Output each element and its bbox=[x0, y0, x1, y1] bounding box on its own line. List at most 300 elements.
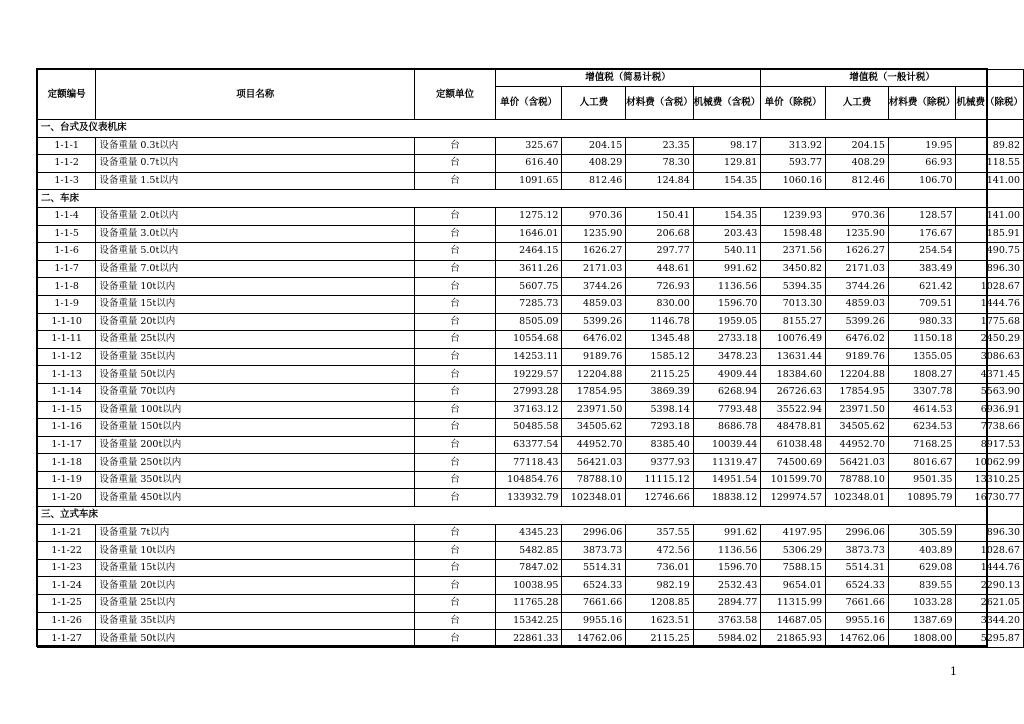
row-unit: 台 bbox=[415, 348, 496, 366]
section-title: 一、台式及仪表机床 bbox=[38, 120, 1024, 138]
table-row bbox=[38, 630, 1024, 648]
row-g-machine: 896.30 bbox=[956, 524, 1024, 542]
row-name: 设备重量 50t以内 bbox=[96, 630, 415, 648]
row-code: 1-1-13 bbox=[38, 366, 96, 384]
row-g-labor: 3873.73 bbox=[826, 542, 889, 560]
row-code: 1-1-23 bbox=[38, 559, 96, 577]
row-s-material: 982.19 bbox=[626, 577, 694, 595]
row-g-labor: 970.36 bbox=[826, 207, 889, 225]
row-s-price: 133932.79 bbox=[495, 489, 562, 507]
header-s-price: 单价（含税） bbox=[495, 87, 562, 120]
row-name: 设备重量 2.0t以内 bbox=[96, 207, 415, 225]
row-unit: 台 bbox=[415, 471, 496, 489]
row-g-machine: 89.82 bbox=[956, 137, 1024, 155]
header-s-material: 材料费（含税） bbox=[626, 87, 694, 120]
row-unit: 台 bbox=[415, 278, 496, 296]
row-s-labor: 56421.03 bbox=[562, 454, 626, 472]
row-name: 设备重量 7t以内 bbox=[96, 524, 415, 542]
row-s-labor: 9955.16 bbox=[562, 612, 626, 630]
row-s-labor: 17854.95 bbox=[562, 383, 626, 401]
section-row bbox=[38, 190, 1024, 208]
row-name: 设备重量 250t以内 bbox=[96, 454, 415, 472]
row-g-price: 18384.60 bbox=[761, 366, 826, 384]
row-g-material: 9501.35 bbox=[888, 471, 956, 489]
row-code: 1-1-5 bbox=[38, 225, 96, 243]
row-s-machine: 3478.23 bbox=[693, 348, 761, 366]
row-s-labor: 408.29 bbox=[562, 155, 626, 173]
row-s-labor: 6476.02 bbox=[562, 331, 626, 349]
header-s-machine: 机械费（含税） bbox=[693, 87, 761, 120]
row-s-material: 726.93 bbox=[626, 278, 694, 296]
row-code: 1-1-9 bbox=[38, 295, 96, 313]
row-unit: 台 bbox=[415, 137, 496, 155]
row-g-price: 48478.81 bbox=[761, 419, 826, 437]
row-unit: 台 bbox=[415, 331, 496, 349]
row-s-material: 3869.39 bbox=[626, 383, 694, 401]
row-g-machine: 1444.76 bbox=[956, 295, 1024, 313]
row-unit: 台 bbox=[415, 577, 496, 595]
row-g-machine: 1775.68 bbox=[956, 313, 1024, 331]
row-s-machine: 1136.56 bbox=[693, 278, 761, 296]
row-s-machine: 5984.02 bbox=[693, 630, 761, 648]
row-s-material: 830.00 bbox=[626, 295, 694, 313]
row-code: 1-1-3 bbox=[38, 172, 96, 190]
row-name: 设备重量 50t以内 bbox=[96, 366, 415, 384]
row-s-machine: 98.17 bbox=[693, 137, 761, 155]
row-g-price: 61038.48 bbox=[761, 436, 826, 454]
row-code: 1-1-17 bbox=[38, 436, 96, 454]
row-unit: 台 bbox=[415, 225, 496, 243]
row-s-price: 19229.57 bbox=[495, 366, 562, 384]
table-header bbox=[38, 70, 1024, 120]
table-row bbox=[38, 436, 1024, 454]
row-name: 设备重量 25t以内 bbox=[96, 595, 415, 613]
row-s-material: 2115.25 bbox=[626, 630, 694, 648]
quota-table bbox=[37, 69, 1024, 648]
row-name: 设备重量 20t以内 bbox=[96, 313, 415, 331]
table-row bbox=[38, 383, 1024, 401]
row-name: 设备重量 450t以内 bbox=[96, 489, 415, 507]
table-row bbox=[38, 295, 1024, 313]
row-g-material: 383.49 bbox=[888, 260, 956, 278]
table-row bbox=[38, 225, 1024, 243]
row-name: 设备重量 100t以内 bbox=[96, 401, 415, 419]
row-g-price: 1598.48 bbox=[761, 225, 826, 243]
row-s-material: 78.30 bbox=[626, 155, 694, 173]
row-g-material: 19.95 bbox=[888, 137, 956, 155]
row-g-material: 254.54 bbox=[888, 243, 956, 261]
row-code: 1-1-10 bbox=[38, 313, 96, 331]
row-g-labor: 5514.31 bbox=[826, 559, 889, 577]
row-s-labor: 5399.26 bbox=[562, 313, 626, 331]
row-g-price: 74500.69 bbox=[761, 454, 826, 472]
row-s-price: 14253.11 bbox=[495, 348, 562, 366]
header-name: 项目名称 bbox=[96, 70, 415, 120]
row-s-price: 4345.23 bbox=[495, 524, 562, 542]
row-unit: 台 bbox=[415, 313, 496, 331]
row-g-material: 629.08 bbox=[888, 559, 956, 577]
row-s-machine: 540.11 bbox=[693, 243, 761, 261]
row-s-price: 22861.33 bbox=[495, 630, 562, 648]
row-s-labor: 14762.06 bbox=[562, 630, 626, 648]
row-s-price: 104854.76 bbox=[495, 471, 562, 489]
row-code: 1-1-24 bbox=[38, 577, 96, 595]
row-s-material: 7293.18 bbox=[626, 419, 694, 437]
row-s-price: 2464.15 bbox=[495, 243, 562, 261]
row-code: 1-1-12 bbox=[38, 348, 96, 366]
row-s-price: 7847.02 bbox=[495, 559, 562, 577]
row-s-machine: 203.43 bbox=[693, 225, 761, 243]
row-unit: 台 bbox=[415, 260, 496, 278]
row-name: 设备重量 10t以内 bbox=[96, 278, 415, 296]
table-row bbox=[38, 137, 1024, 155]
row-name: 设备重量 350t以内 bbox=[96, 471, 415, 489]
row-g-price: 11315.99 bbox=[761, 595, 826, 613]
row-s-labor: 1235.90 bbox=[562, 225, 626, 243]
row-s-labor: 3744.26 bbox=[562, 278, 626, 296]
row-name: 设备重量 35t以内 bbox=[96, 612, 415, 630]
row-name: 设备重量 0.7t以内 bbox=[96, 155, 415, 173]
row-g-material: 839.55 bbox=[888, 577, 956, 595]
row-g-machine: 3086.63 bbox=[956, 348, 1024, 366]
row-unit: 台 bbox=[415, 383, 496, 401]
row-s-material: 8385.40 bbox=[626, 436, 694, 454]
row-name: 设备重量 200t以内 bbox=[96, 436, 415, 454]
row-s-machine: 1596.70 bbox=[693, 295, 761, 313]
row-g-material: 1150.18 bbox=[888, 331, 956, 349]
row-g-price: 8155.27 bbox=[761, 313, 826, 331]
header-unit: 定额单位 bbox=[415, 70, 496, 120]
table-row bbox=[38, 243, 1024, 261]
row-s-machine: 3763.58 bbox=[693, 612, 761, 630]
row-s-material: 12746.66 bbox=[626, 489, 694, 507]
row-name: 设备重量 70t以内 bbox=[96, 383, 415, 401]
row-g-material: 66.93 bbox=[888, 155, 956, 173]
row-s-machine: 991.62 bbox=[693, 524, 761, 542]
table-row bbox=[38, 454, 1024, 472]
section-title: 二、车床 bbox=[38, 190, 1024, 208]
table-row bbox=[38, 489, 1024, 507]
row-s-machine: 2733.18 bbox=[693, 331, 761, 349]
row-name: 设备重量 3.0t以内 bbox=[96, 225, 415, 243]
row-code: 1-1-7 bbox=[38, 260, 96, 278]
table-row bbox=[38, 559, 1024, 577]
row-unit: 台 bbox=[415, 524, 496, 542]
row-s-labor: 6524.33 bbox=[562, 577, 626, 595]
row-s-material: 472.56 bbox=[626, 542, 694, 560]
row-g-machine: 2621.05 bbox=[956, 595, 1024, 613]
row-g-labor: 9955.16 bbox=[826, 612, 889, 630]
row-s-material: 297.77 bbox=[626, 243, 694, 261]
row-s-material: 9377.93 bbox=[626, 454, 694, 472]
header-g-machine: 机械费（除税） bbox=[956, 87, 1024, 120]
row-g-material: 128.57 bbox=[888, 207, 956, 225]
table-row bbox=[38, 278, 1024, 296]
table-row bbox=[38, 313, 1024, 331]
row-g-labor: 812.46 bbox=[826, 172, 889, 190]
row-g-price: 3450.82 bbox=[761, 260, 826, 278]
table-row bbox=[38, 595, 1024, 613]
table-row bbox=[38, 260, 1024, 278]
row-code: 1-1-4 bbox=[38, 207, 96, 225]
row-s-labor: 1626.27 bbox=[562, 243, 626, 261]
row-s-machine: 129.81 bbox=[693, 155, 761, 173]
row-s-machine: 1959.05 bbox=[693, 313, 761, 331]
row-g-machine: 896.30 bbox=[956, 260, 1024, 278]
row-unit: 台 bbox=[415, 172, 496, 190]
row-name: 设备重量 15t以内 bbox=[96, 295, 415, 313]
row-g-machine: 141.00 bbox=[956, 172, 1024, 190]
row-g-labor: 204.15 bbox=[826, 137, 889, 155]
row-g-material: 1387.69 bbox=[888, 612, 956, 630]
row-g-price: 5306.29 bbox=[761, 542, 826, 560]
row-s-price: 5607.75 bbox=[495, 278, 562, 296]
row-s-labor: 102348.01 bbox=[562, 489, 626, 507]
header-g-price: 单价（除税） bbox=[761, 87, 826, 120]
row-g-price: 21865.93 bbox=[761, 630, 826, 648]
header-code: 定额编号 bbox=[38, 70, 96, 120]
table-row bbox=[38, 577, 1024, 595]
row-g-price: 10076.49 bbox=[761, 331, 826, 349]
table-row bbox=[38, 612, 1024, 630]
row-code: 1-1-26 bbox=[38, 612, 96, 630]
row-g-machine: 6936.91 bbox=[956, 401, 1024, 419]
row-g-material: 1355.05 bbox=[888, 348, 956, 366]
row-s-price: 1275.12 bbox=[495, 207, 562, 225]
row-g-labor: 6524.33 bbox=[826, 577, 889, 595]
row-g-material: 7168.25 bbox=[888, 436, 956, 454]
row-g-price: 313.92 bbox=[761, 137, 826, 155]
row-g-price: 14687.05 bbox=[761, 612, 826, 630]
row-unit: 台 bbox=[415, 366, 496, 384]
row-s-price: 1646.01 bbox=[495, 225, 562, 243]
row-code: 1-1-21 bbox=[38, 524, 96, 542]
row-g-labor: 7661.66 bbox=[826, 595, 889, 613]
table-row bbox=[38, 366, 1024, 384]
row-g-machine: 490.75 bbox=[956, 243, 1024, 261]
table-row bbox=[38, 542, 1024, 560]
row-code: 1-1-27 bbox=[38, 630, 96, 648]
row-s-machine: 8686.78 bbox=[693, 419, 761, 437]
row-g-material: 980.33 bbox=[888, 313, 956, 331]
row-s-material: 1345.48 bbox=[626, 331, 694, 349]
row-code: 1-1-8 bbox=[38, 278, 96, 296]
row-g-price: 129974.57 bbox=[761, 489, 826, 507]
row-unit: 台 bbox=[415, 595, 496, 613]
row-g-material: 106.70 bbox=[888, 172, 956, 190]
row-s-machine: 2532.43 bbox=[693, 577, 761, 595]
row-g-material: 8016.67 bbox=[888, 454, 956, 472]
row-s-material: 206.68 bbox=[626, 225, 694, 243]
row-s-price: 1091.65 bbox=[495, 172, 562, 190]
row-g-labor: 78788.10 bbox=[826, 471, 889, 489]
row-code: 1-1-14 bbox=[38, 383, 96, 401]
row-g-machine: 141.00 bbox=[956, 207, 1024, 225]
row-g-material: 621.42 bbox=[888, 278, 956, 296]
row-s-price: 325.67 bbox=[495, 137, 562, 155]
row-s-labor: 204.15 bbox=[562, 137, 626, 155]
row-name: 设备重量 35t以内 bbox=[96, 348, 415, 366]
row-g-labor: 2171.03 bbox=[826, 260, 889, 278]
row-unit: 台 bbox=[415, 207, 496, 225]
row-g-machine: 118.55 bbox=[956, 155, 1024, 173]
row-g-material: 3307.78 bbox=[888, 383, 956, 401]
row-unit: 台 bbox=[415, 155, 496, 173]
row-s-material: 448.61 bbox=[626, 260, 694, 278]
row-s-price: 10554.68 bbox=[495, 331, 562, 349]
row-g-material: 1808.00 bbox=[888, 630, 956, 648]
row-g-machine: 2450.29 bbox=[956, 331, 1024, 349]
table-row bbox=[38, 207, 1024, 225]
row-s-material: 736.01 bbox=[626, 559, 694, 577]
row-s-machine: 18838.12 bbox=[693, 489, 761, 507]
row-g-price: 593.77 bbox=[761, 155, 826, 173]
row-g-machine: 1028.67 bbox=[956, 278, 1024, 296]
row-g-machine: 4371.45 bbox=[956, 366, 1024, 384]
row-code: 1-1-25 bbox=[38, 595, 96, 613]
row-code: 1-1-16 bbox=[38, 419, 96, 437]
row-g-price: 1239.93 bbox=[761, 207, 826, 225]
row-s-material: 124.84 bbox=[626, 172, 694, 190]
row-name: 设备重量 7.0t以内 bbox=[96, 260, 415, 278]
row-s-labor: 23971.50 bbox=[562, 401, 626, 419]
header-g-labor: 人工费 bbox=[826, 87, 889, 120]
row-g-material: 403.89 bbox=[888, 542, 956, 560]
row-g-labor: 3744.26 bbox=[826, 278, 889, 296]
row-g-labor: 17854.95 bbox=[826, 383, 889, 401]
row-unit: 台 bbox=[415, 243, 496, 261]
row-g-labor: 23971.50 bbox=[826, 401, 889, 419]
row-g-material: 305.59 bbox=[888, 524, 956, 542]
row-g-price: 101599.70 bbox=[761, 471, 826, 489]
row-g-labor: 14762.06 bbox=[826, 630, 889, 648]
row-g-machine: 5563.90 bbox=[956, 383, 1024, 401]
row-s-labor: 812.46 bbox=[562, 172, 626, 190]
row-s-material: 1208.85 bbox=[626, 595, 694, 613]
row-name: 设备重量 10t以内 bbox=[96, 542, 415, 560]
row-name: 设备重量 5.0t以内 bbox=[96, 243, 415, 261]
row-g-labor: 12204.88 bbox=[826, 366, 889, 384]
row-unit: 台 bbox=[415, 489, 496, 507]
row-code: 1-1-22 bbox=[38, 542, 96, 560]
row-s-machine: 991.62 bbox=[693, 260, 761, 278]
row-s-price: 8505.09 bbox=[495, 313, 562, 331]
row-name: 设备重量 20t以内 bbox=[96, 577, 415, 595]
row-g-material: 1808.27 bbox=[888, 366, 956, 384]
row-code: 1-1-2 bbox=[38, 155, 96, 173]
table-row bbox=[38, 471, 1024, 489]
row-g-material: 4614.53 bbox=[888, 401, 956, 419]
table-row bbox=[38, 524, 1024, 542]
row-unit: 台 bbox=[415, 401, 496, 419]
row-s-machine: 7793.48 bbox=[693, 401, 761, 419]
row-name: 设备重量 1.5t以内 bbox=[96, 172, 415, 190]
row-s-price: 7285.73 bbox=[495, 295, 562, 313]
row-s-price: 5482.85 bbox=[495, 542, 562, 560]
row-s-material: 2115.25 bbox=[626, 366, 694, 384]
section-row bbox=[38, 120, 1024, 138]
row-g-labor: 34505.62 bbox=[826, 419, 889, 437]
row-s-labor: 2996.06 bbox=[562, 524, 626, 542]
row-s-labor: 5514.31 bbox=[562, 559, 626, 577]
row-s-labor: 9189.76 bbox=[562, 348, 626, 366]
header-s-labor: 人工费 bbox=[562, 87, 626, 120]
table-row bbox=[38, 172, 1024, 190]
row-s-price: 15342.25 bbox=[495, 612, 562, 630]
row-code: 1-1-19 bbox=[38, 471, 96, 489]
row-g-machine: 13310.25 bbox=[956, 471, 1024, 489]
row-g-price: 4197.95 bbox=[761, 524, 826, 542]
row-g-price: 1060.16 bbox=[761, 172, 826, 190]
row-g-labor: 4859.03 bbox=[826, 295, 889, 313]
row-unit: 台 bbox=[415, 419, 496, 437]
row-s-machine: 6268.94 bbox=[693, 383, 761, 401]
row-g-material: 709.51 bbox=[888, 295, 956, 313]
row-s-material: 1585.12 bbox=[626, 348, 694, 366]
row-g-labor: 2996.06 bbox=[826, 524, 889, 542]
page-number: 1 bbox=[950, 665, 957, 678]
row-g-labor: 1626.27 bbox=[826, 243, 889, 261]
row-s-price: 63377.54 bbox=[495, 436, 562, 454]
row-s-labor: 3873.73 bbox=[562, 542, 626, 560]
row-g-labor: 1235.90 bbox=[826, 225, 889, 243]
row-s-material: 357.55 bbox=[626, 524, 694, 542]
row-s-labor: 2171.03 bbox=[562, 260, 626, 278]
row-name: 设备重量 25t以内 bbox=[96, 331, 415, 349]
row-code: 1-1-1 bbox=[38, 137, 96, 155]
row-g-machine: 185.91 bbox=[956, 225, 1024, 243]
table-row bbox=[38, 401, 1024, 419]
row-name: 设备重量 15t以内 bbox=[96, 559, 415, 577]
row-s-labor: 7661.66 bbox=[562, 595, 626, 613]
row-s-labor: 44952.70 bbox=[562, 436, 626, 454]
row-s-material: 1623.51 bbox=[626, 612, 694, 630]
row-s-material: 150.41 bbox=[626, 207, 694, 225]
row-g-machine: 3344.20 bbox=[956, 612, 1024, 630]
row-g-price: 7588.15 bbox=[761, 559, 826, 577]
row-g-machine: 8917.53 bbox=[956, 436, 1024, 454]
row-g-labor: 44952.70 bbox=[826, 436, 889, 454]
row-g-machine: 1028.67 bbox=[956, 542, 1024, 560]
row-g-machine: 5295.87 bbox=[956, 630, 1024, 648]
row-s-material: 5398.14 bbox=[626, 401, 694, 419]
row-unit: 台 bbox=[415, 436, 496, 454]
row-code: 1-1-6 bbox=[38, 243, 96, 261]
row-s-price: 77118.43 bbox=[495, 454, 562, 472]
row-g-price: 26726.63 bbox=[761, 383, 826, 401]
row-g-material: 176.67 bbox=[888, 225, 956, 243]
row-s-machine: 154.35 bbox=[693, 207, 761, 225]
row-code: 1-1-20 bbox=[38, 489, 96, 507]
row-unit: 台 bbox=[415, 542, 496, 560]
row-s-material: 11115.12 bbox=[626, 471, 694, 489]
row-s-labor: 34505.62 bbox=[562, 419, 626, 437]
row-s-price: 616.40 bbox=[495, 155, 562, 173]
row-g-machine: 2290.13 bbox=[956, 577, 1024, 595]
row-s-machine: 2894.77 bbox=[693, 595, 761, 613]
row-g-material: 1033.28 bbox=[888, 595, 956, 613]
row-s-material: 23.35 bbox=[626, 137, 694, 155]
row-g-labor: 56421.03 bbox=[826, 454, 889, 472]
row-g-price: 7013.30 bbox=[761, 295, 826, 313]
row-unit: 台 bbox=[415, 295, 496, 313]
row-g-price: 5394.35 bbox=[761, 278, 826, 296]
row-s-machine: 14951.54 bbox=[693, 471, 761, 489]
row-s-labor: 78788.10 bbox=[562, 471, 626, 489]
row-s-machine: 4909.44 bbox=[693, 366, 761, 384]
row-g-labor: 102348.01 bbox=[826, 489, 889, 507]
row-g-machine: 10062.99 bbox=[956, 454, 1024, 472]
